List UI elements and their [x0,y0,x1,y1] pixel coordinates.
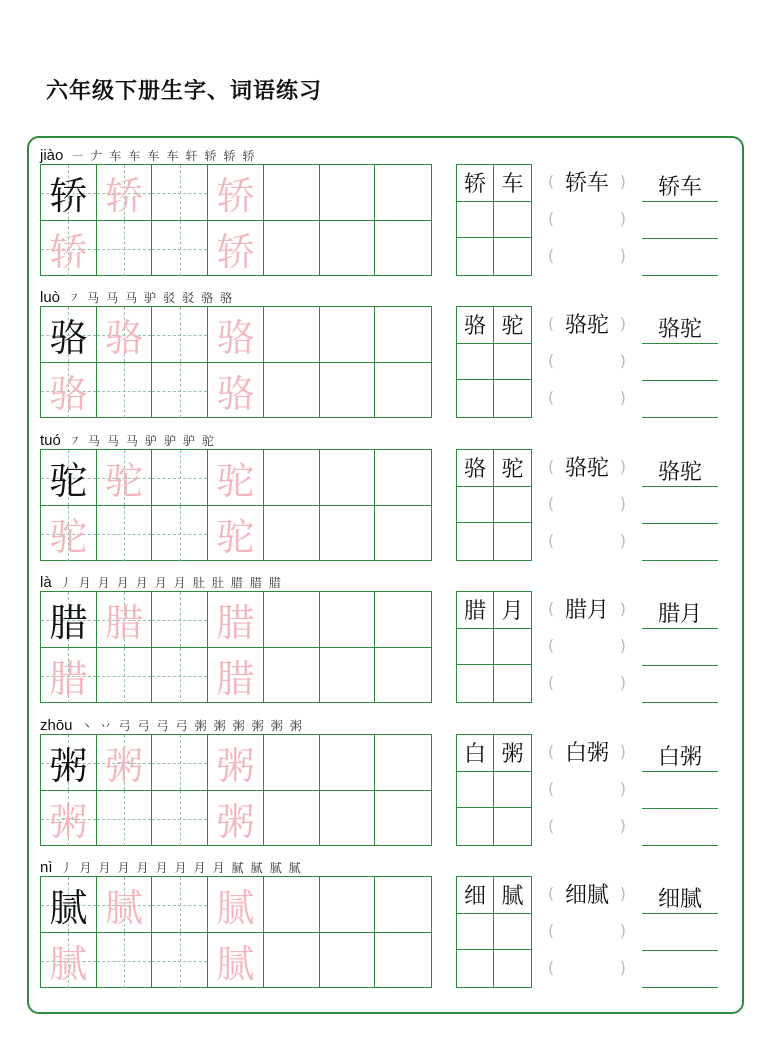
stroke-step: 轿 [242,148,255,163]
word-cell[interactable]: 轿 [457,165,494,202]
stroke-step: 马 [87,433,100,448]
writing-cell[interactable] [97,450,153,506]
trace-character: 轿 [216,230,255,274]
writing-cell[interactable] [97,221,153,276]
writing-cell[interactable] [152,791,208,846]
word-cell[interactable] [457,238,494,275]
writing-cell[interactable] [208,933,264,988]
stroke-step: 车 [166,148,179,163]
underline-word: 腊月 [657,602,703,627]
stroke-step: 粥 [270,718,283,733]
word-cell[interactable] [494,202,531,239]
writing-cell[interactable] [320,307,376,363]
writing-cell[interactable] [264,450,320,506]
word-cell[interactable] [494,950,531,987]
stroke-step: 车 [109,148,122,163]
stroke-step: 马 [106,433,119,448]
word-char: 骆 [564,312,587,338]
writing-cell[interactable] [320,165,376,221]
stroke-step: 腊 [230,575,243,590]
writing-line[interactable] [642,987,718,988]
writing-cell[interactable] [41,450,97,506]
trace-character: 腻 [216,886,255,930]
parenthesis-blank[interactable]: ( ) [548,387,626,407]
pinyin: nì [40,858,53,876]
stroke-step: 腻 [269,860,282,875]
stroke-step: 𠂇 [90,148,103,163]
word-cell[interactable] [494,344,531,381]
stroke-step: 月 [154,575,167,590]
word-cell[interactable]: 骆 [457,307,494,344]
stroke-step: 月 [193,860,206,875]
word-cell[interactable]: 驼 [494,307,531,344]
writing-cell[interactable] [152,506,208,561]
stroke-step: 粥 [251,718,264,733]
word-cell[interactable]: 腻 [494,877,531,914]
parenthesis-blank[interactable]: ( 骆驼 ) [548,455,626,481]
pinyin: zhōu [40,716,73,734]
word-char: 驼 [587,312,610,338]
writing-cell[interactable] [375,791,431,846]
writing-cell[interactable] [97,592,153,648]
writing-cell[interactable] [264,933,320,988]
model-character: 粥 [49,744,88,788]
word-cell[interactable] [494,238,531,275]
stroke-step: ㇇ [68,433,81,448]
word-cell[interactable] [494,914,531,951]
parenthesis-blank[interactable]: ( ) [548,350,626,370]
writing-cell[interactable] [208,221,264,276]
stroke-step: 月 [98,860,111,875]
stroke-step: 月 [174,860,187,875]
word-cell[interactable]: 粥 [494,735,531,772]
writing-cell[interactable] [375,307,431,363]
writing-grid [40,449,432,561]
writing-line[interactable] [642,560,718,561]
word-cell[interactable] [494,772,531,809]
writing-cell[interactable] [375,221,431,276]
underline-word: 白粥 [657,745,703,770]
stroke-step: 驴 [144,433,157,448]
writing-cell[interactable] [375,506,431,561]
parenthesis-blank[interactable]: ( ) [548,778,626,798]
parenthesis-blank[interactable]: ( ) [548,245,626,265]
stroke-step: 肚 [211,575,224,590]
word-grid [456,734,532,846]
stroke-step: 粥 [289,718,302,733]
writing-cell[interactable] [264,307,320,363]
writing-cell[interactable] [375,735,431,791]
writing-grid [40,164,432,276]
writing-cell[interactable] [152,363,208,418]
writing-cell[interactable] [208,363,264,418]
word-grid [456,449,532,561]
stroke-step: 腻 [288,860,301,875]
stroke-step: 骆 [220,290,233,305]
writing-cell[interactable] [208,791,264,846]
pinyin: tuó [40,431,61,449]
writing-cell[interactable] [208,735,264,791]
stroke-step: 腻 [231,860,244,875]
writing-line[interactable] [642,665,718,666]
stroke-step: 弓 [175,718,188,733]
writing-cell[interactable] [152,592,208,648]
word-cell[interactable] [457,629,494,666]
underline-word: 轿车 [657,175,703,200]
writing-cell[interactable] [320,648,376,703]
writing-line[interactable] [642,702,718,703]
stroke-step: 月 [136,860,149,875]
writing-cell[interactable] [264,506,320,561]
word-char: 车 [587,170,610,196]
word-cell[interactable] [494,808,531,845]
word-cell[interactable] [457,772,494,809]
parenthesis-blank[interactable]: ( ) [548,957,626,977]
trace-character: 驼 [49,515,88,559]
writing-line[interactable] [642,486,718,487]
stroke-step: 轿 [223,148,236,163]
writing-cell[interactable] [41,877,97,933]
word-char: 腊 [564,597,587,623]
writing-cell[interactable] [41,221,97,276]
stroke-step: 月 [78,575,91,590]
trace-character: 轿 [49,230,88,274]
writing-cell[interactable] [97,165,153,221]
stroke-step: 马 [87,290,100,305]
stroke-order-line [40,146,262,164]
writing-cell[interactable] [41,506,97,561]
trace-character: 骆 [216,372,255,416]
writing-line[interactable] [642,238,718,239]
writing-cell[interactable] [152,933,208,988]
writing-cell[interactable] [320,933,376,988]
word-cell[interactable] [457,487,494,524]
trace-character: 腻 [49,942,88,986]
writing-cell[interactable] [375,363,431,418]
writing-cell[interactable] [152,877,208,933]
word-grid [456,591,532,703]
word-char: 驼 [587,455,610,481]
stroke-step: 腊 [268,575,281,590]
writing-cell[interactable] [208,307,264,363]
character-section [0,288,780,448]
writing-cell[interactable] [264,735,320,791]
writing-cell[interactable] [208,877,264,933]
parenthesis-blank[interactable]: ( 白粥 ) [548,740,626,766]
stroke-step: 月 [155,860,168,875]
writing-cell[interactable] [152,450,208,506]
stroke-step: ㇐ [71,148,84,163]
writing-cell[interactable] [208,450,264,506]
stroke-step: 丿 [60,860,73,875]
writing-cell[interactable] [320,592,376,648]
word-cell[interactable] [457,914,494,951]
stroke-step: 驳 [182,290,195,305]
writing-cell[interactable] [41,791,97,846]
stroke-step: 骆 [201,290,214,305]
writing-cell[interactable] [264,648,320,703]
writing-cell[interactable] [41,933,97,988]
writing-line[interactable] [642,201,718,202]
stroke-order-line [40,288,239,306]
word-cell[interactable] [457,523,494,560]
writing-cell[interactable] [152,165,208,221]
trace-character: 粥 [216,744,255,788]
writing-cell[interactable] [264,877,320,933]
writing-cell[interactable] [97,933,153,988]
stroke-step: 月 [79,860,92,875]
writing-cell[interactable] [97,791,153,846]
stroke-step: 车 [128,148,141,163]
trace-character: 骆 [49,372,88,416]
stroke-step: 月 [135,575,148,590]
writing-line[interactable] [642,771,718,772]
trace-character: 腻 [216,942,255,986]
word-cell[interactable]: 驼 [494,450,531,487]
writing-cell[interactable] [41,648,97,703]
writing-cell[interactable] [41,165,97,221]
writing-cell[interactable] [152,221,208,276]
stroke-order-line [40,573,288,591]
word-char: 腻 [587,882,610,908]
word-grid [456,876,532,988]
stroke-step: 马 [125,290,138,305]
writing-cell[interactable] [152,735,208,791]
model-character: 驼 [49,459,88,503]
stroke-step: 车 [147,148,160,163]
writing-line[interactable] [642,380,718,381]
word-grid [456,306,532,418]
writing-cell[interactable] [320,506,376,561]
trace-character: 腻 [105,886,144,930]
writing-line[interactable] [642,343,718,344]
pinyin: là [40,573,52,591]
writing-cell[interactable] [41,592,97,648]
stroke-step: 弓 [137,718,150,733]
stroke-step: 驴 [144,290,157,305]
writing-cell[interactable] [152,307,208,363]
model-character: 轿 [49,174,88,218]
trace-character: 驼 [216,515,255,559]
stroke-step: 粥 [232,718,245,733]
word-cell[interactable]: 骆 [457,450,494,487]
writing-cell[interactable] [375,648,431,703]
parenthesis-blank[interactable]: ( ) [548,208,626,228]
writing-cell[interactable] [41,307,97,363]
writing-cell[interactable] [264,592,320,648]
writing-cell[interactable] [320,363,376,418]
writing-cell[interactable] [320,877,376,933]
writing-cell[interactable] [208,165,264,221]
writing-grid [40,876,432,988]
stroke-step: 驴 [182,433,195,448]
parenthesis-blank[interactable]: ( ) [548,530,626,550]
trace-character: 轿 [216,174,255,218]
writing-cell[interactable] [375,450,431,506]
writing-line[interactable] [642,523,718,524]
word-cell[interactable]: 车 [494,165,531,202]
model-character: 骆 [49,316,88,360]
writing-cell[interactable] [97,506,153,561]
writing-line[interactable] [642,808,718,809]
writing-cell[interactable] [264,221,320,276]
trace-character: 腊 [49,657,88,701]
writing-cell[interactable] [41,363,97,418]
writing-cell[interactable] [320,450,376,506]
parenthesis-blank[interactable]: ( 骆驼 ) [548,312,626,338]
trace-character: 腊 [216,601,255,645]
writing-cell[interactable] [208,592,264,648]
writing-cell[interactable] [97,877,153,933]
trace-character: 驼 [105,459,144,503]
underline-word: 骆驼 [657,460,703,485]
word-cell[interactable] [494,487,531,524]
stroke-step: 肚 [192,575,205,590]
writing-cell[interactable] [208,648,264,703]
writing-cell[interactable] [264,791,320,846]
stroke-step: 弓 [118,718,131,733]
trace-character: 骆 [105,316,144,360]
writing-cell[interactable] [375,165,431,221]
word-char: 细 [564,882,587,908]
stroke-step: 驳 [163,290,176,305]
stroke-step: ㇇ [68,290,81,305]
trace-character: 腊 [216,657,255,701]
stroke-step: 丿 [59,575,72,590]
writing-cell[interactable] [320,221,376,276]
stroke-step: 月 [97,575,110,590]
stroke-step: 腻 [250,860,263,875]
stroke-step: 腊 [249,575,262,590]
stroke-step: 轩 [185,148,198,163]
writing-cell[interactable] [375,877,431,933]
trace-character: 骆 [216,316,255,360]
writing-grid [40,306,432,418]
word-cell[interactable] [457,950,494,987]
word-char: 月 [587,597,610,623]
writing-line[interactable] [642,913,718,914]
writing-cell[interactable] [264,363,320,418]
writing-cell[interactable] [97,363,153,418]
stroke-step: 丶 [80,718,93,733]
writing-line[interactable] [642,628,718,629]
writing-cell[interactable] [97,735,153,791]
writing-cell[interactable] [320,791,376,846]
underline-word: 细腻 [657,887,703,912]
stroke-step: 月 [116,575,129,590]
parenthesis-blank[interactable]: ( 腊月 ) [548,597,626,623]
stroke-order-line [40,431,221,449]
stroke-step: 粥 [213,718,226,733]
underline-word: 骆驼 [657,317,703,342]
word-cell[interactable] [457,808,494,845]
stroke-step: 月 [117,860,130,875]
word-cell[interactable] [494,380,531,417]
parenthesis-blank[interactable]: ( ) [548,672,626,692]
word-char: 白 [564,740,587,766]
writing-line[interactable] [642,275,718,276]
parenthesis-blank[interactable]: ( ) [548,920,626,940]
trace-character: 驼 [216,459,255,503]
word-cell[interactable] [457,665,494,702]
writing-cell[interactable] [264,165,320,221]
word-cell[interactable]: 细 [457,877,494,914]
stroke-step: 粥 [194,718,207,733]
word-cell[interactable] [457,380,494,417]
character-section [0,858,780,1018]
parenthesis-blank[interactable]: ( ) [548,815,626,835]
writing-cell[interactable] [97,648,153,703]
stroke-step: 驴 [163,433,176,448]
stroke-order-line [40,858,308,876]
word-char: 骆 [564,455,587,481]
stroke-order-line [40,716,309,734]
character-section [0,573,780,733]
word-cell[interactable]: 腊 [457,592,494,629]
writing-cell[interactable] [375,592,431,648]
stroke-step: 月 [173,575,186,590]
trace-character: 腊 [105,601,144,645]
word-cell[interactable] [494,629,531,666]
pinyin: jiào [40,146,64,164]
parenthesis-blank[interactable]: ( 细腻 ) [548,882,626,908]
writing-line[interactable] [642,417,718,418]
writing-cell[interactable] [320,735,376,791]
writing-grid [40,734,432,846]
character-section [0,716,780,876]
word-cell[interactable] [457,344,494,381]
stroke-step: 丷 [99,718,112,733]
trace-character: 粥 [105,744,144,788]
word-cell[interactable]: 月 [494,592,531,629]
stroke-step: 月 [212,860,225,875]
writing-cell[interactable] [97,307,153,363]
page-title: 六年级下册生字、词语练习 [46,79,323,104]
parenthesis-blank[interactable]: ( 轿车 ) [548,170,626,196]
character-section [0,431,780,591]
trace-character: 轿 [105,174,144,218]
word-grid [456,164,532,276]
word-char: 轿 [564,170,587,196]
stroke-step: 马 [106,290,119,305]
stroke-step: 马 [125,433,138,448]
model-character: 腻 [49,886,88,930]
writing-line[interactable] [642,950,718,951]
stroke-step: 弓 [156,718,169,733]
parenthesis-blank[interactable]: ( ) [548,493,626,513]
stroke-step: 驼 [201,433,214,448]
writing-cell[interactable] [208,506,264,561]
word-cell[interactable] [457,202,494,239]
word-cell[interactable] [494,665,531,702]
writing-line[interactable] [642,845,718,846]
writing-cell[interactable] [41,735,97,791]
writing-cell[interactable] [375,933,431,988]
word-cell[interactable]: 白 [457,735,494,772]
word-char: 粥 [587,740,610,766]
writing-cell[interactable] [152,648,208,703]
pinyin: luò [40,288,61,306]
word-cell[interactable] [494,523,531,560]
stroke-step: 轿 [204,148,217,163]
writing-grid [40,591,432,703]
trace-character: 粥 [49,800,88,844]
model-character: 腊 [49,601,88,645]
parenthesis-blank[interactable]: ( ) [548,635,626,655]
trace-character: 粥 [216,800,255,844]
character-section [0,146,780,306]
